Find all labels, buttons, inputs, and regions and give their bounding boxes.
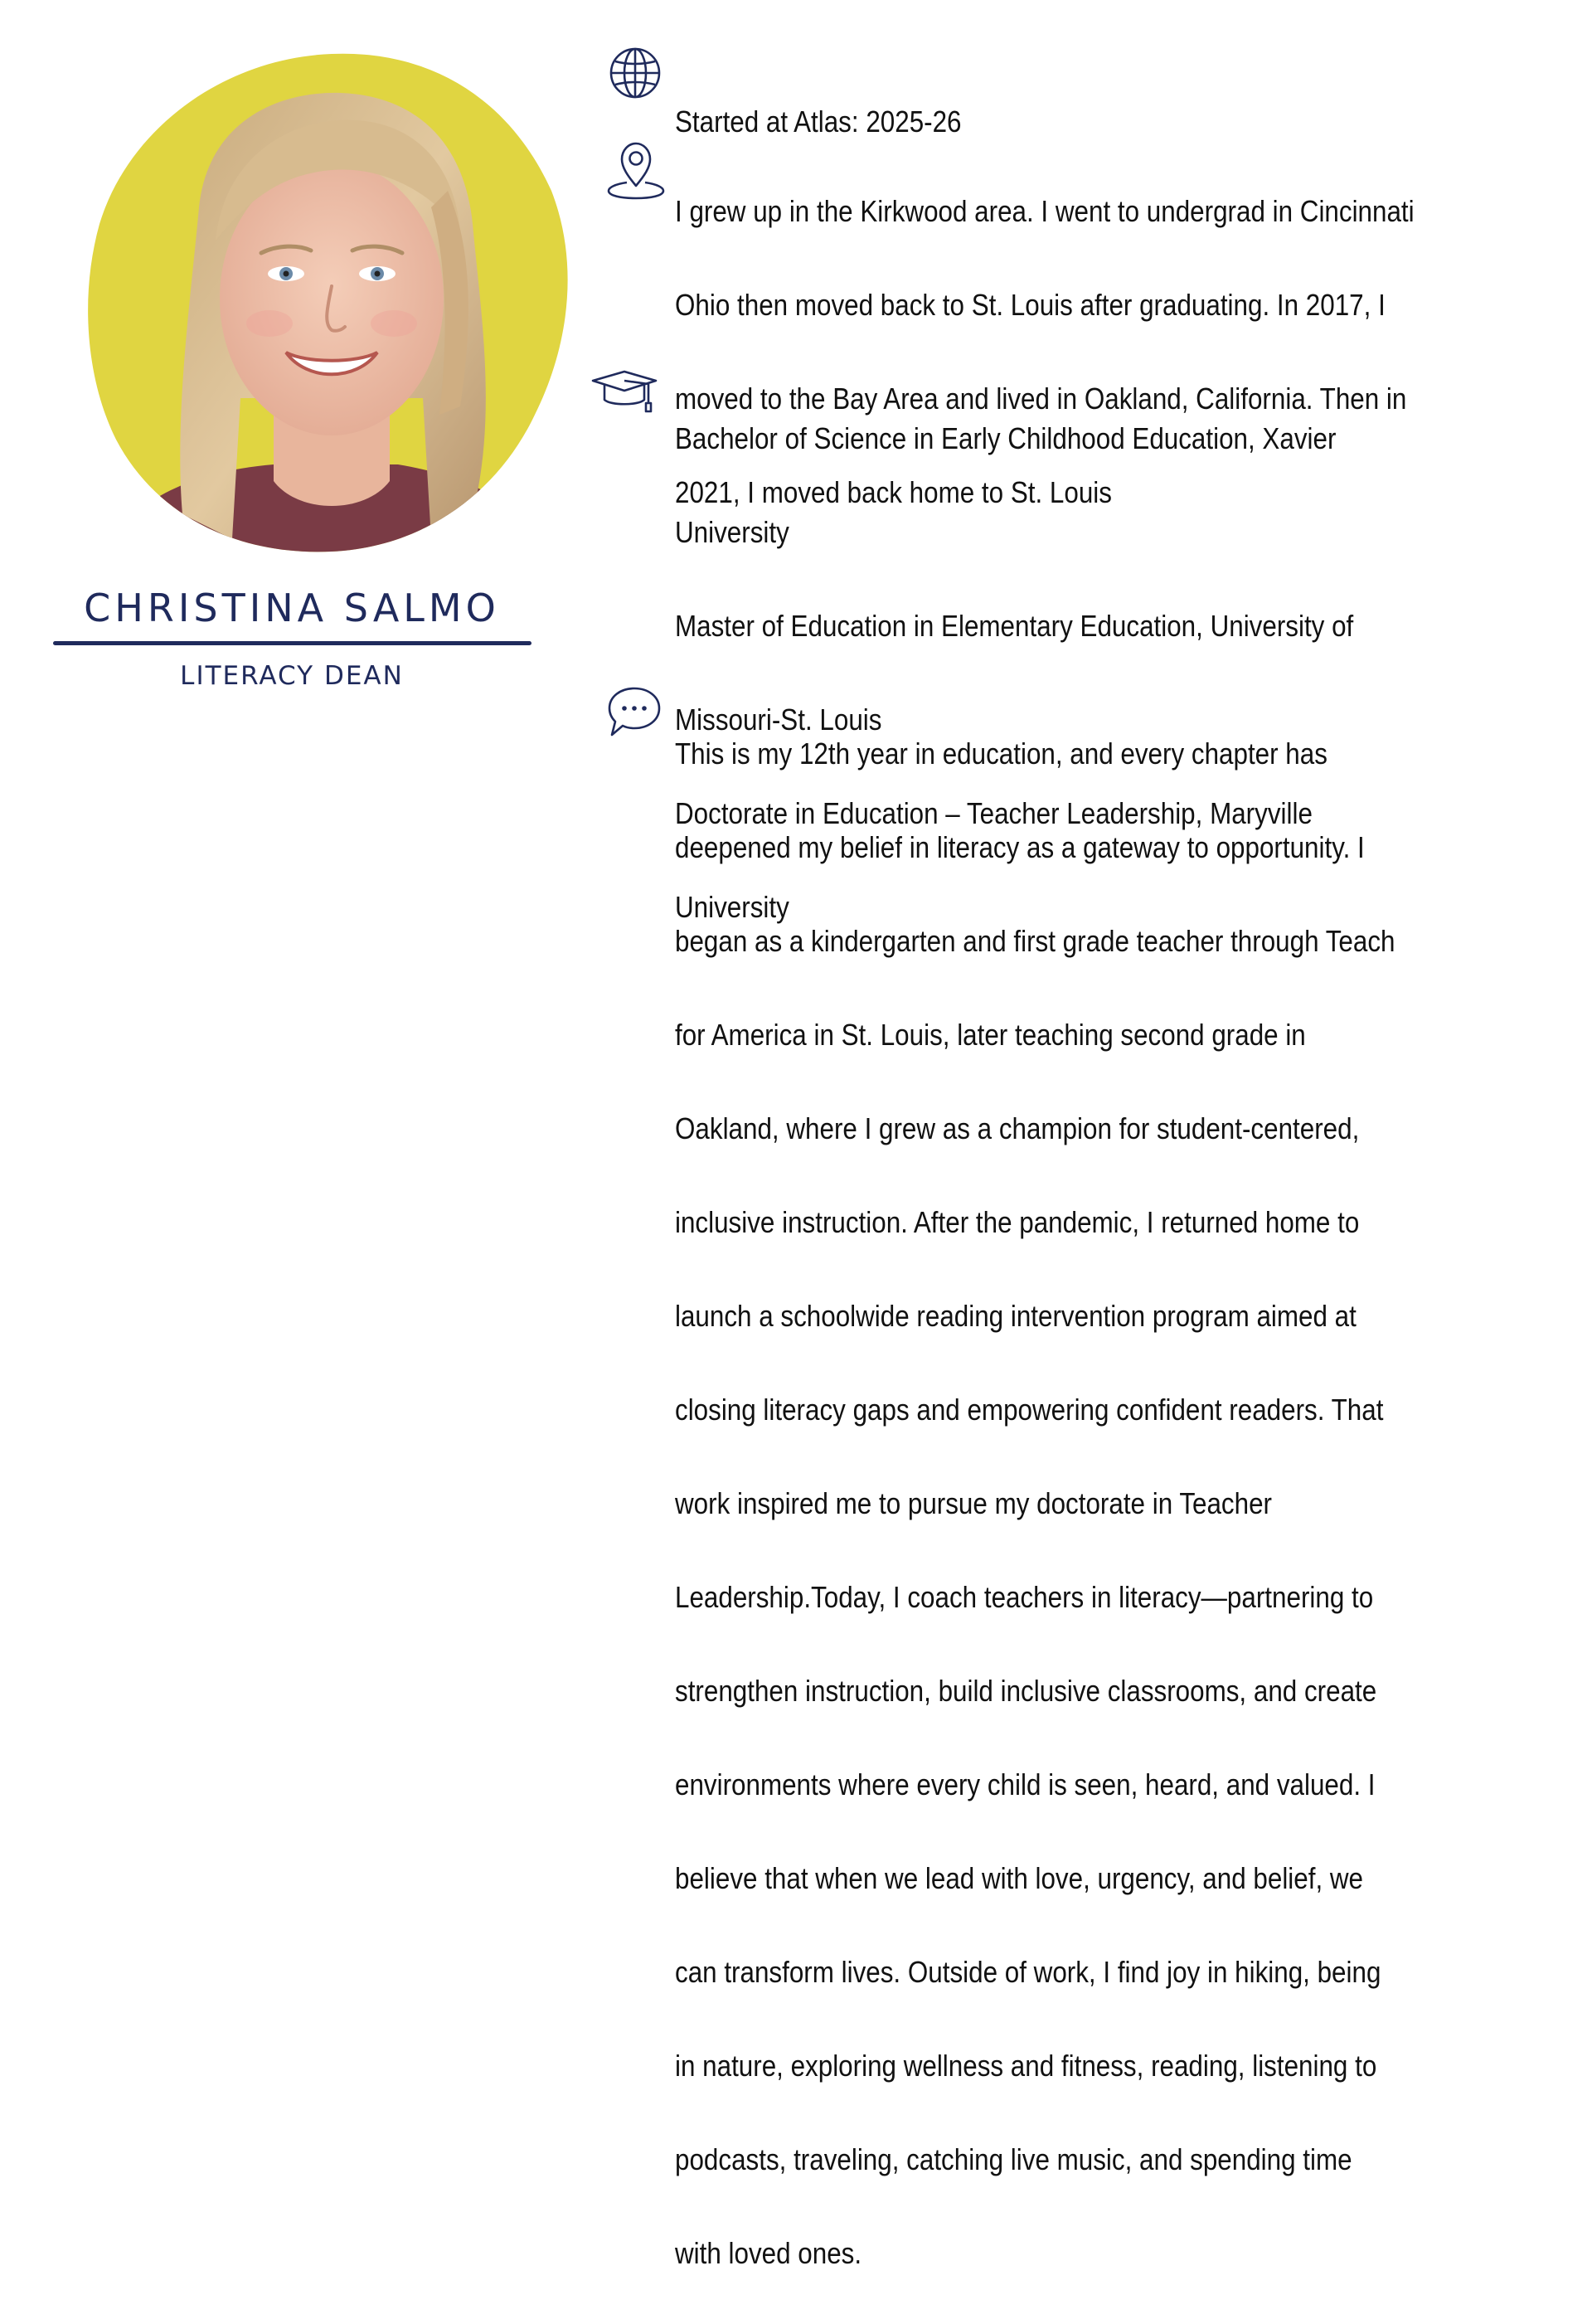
profile-photo	[83, 50, 572, 556]
started-text: Started at Atlas: 2025-26	[675, 104, 962, 139]
graduation-cap-icon	[590, 368, 657, 435]
globe-icon	[607, 45, 673, 111]
person-role: LITERACY DEAN	[180, 661, 404, 691]
profile-card	[0, 0, 580, 746]
location-pin-icon	[605, 141, 672, 207]
hometown-text: I grew up in the Kirkwood area. I went to undergrad in Cincinnati Ohio then moved back to St. Louis after graduating. In 2017, I moved to the Bay Area and lived in Oakland, California. Then in 2021, I moved back home to St. Louis	[675, 193, 1415, 509]
person-name: CHRISTINA SALMO	[84, 586, 500, 630]
name-divider	[53, 641, 531, 645]
education-text: Bachelor of Science in Early Childhood Education, Xavier University Master of Education in Elementary Education, University of Missouri-St. Louis Doctorate in Education – Teacher Leadership, Maryville University	[675, 421, 1354, 924]
speech-bubble-icon	[605, 683, 672, 750]
bio-text: This is my 12th year in education, and every chapter has deepened my belief in literacy as a gateway to opportunity. I began as a kindergarten and first grade teacher through Teach for America in St. Louis, later teaching second grade in Oakland, where I grew as a champion for student-centered, inclusive instruction. After the pandemic, I returned home to launch a schoolwide reading intervention program aimed at closing literacy gaps and empowering confident readers. That work inspired me to pursue my doctorate in Teacher Leadership.Today, I coach teachers in literacy—partnering to strengthen instruction, build inclusive classrooms, and create environments where every child is seen, heard, and valued. I believe that when we lead with love, urgency, and belief, we can transform lives. Outside of work, I find joy in hiking, being in nature, exploring wellness and fitness, reading, listening to podcasts, traveling, catching live music, and spending time with loved ones.	[675, 736, 1395, 2270]
